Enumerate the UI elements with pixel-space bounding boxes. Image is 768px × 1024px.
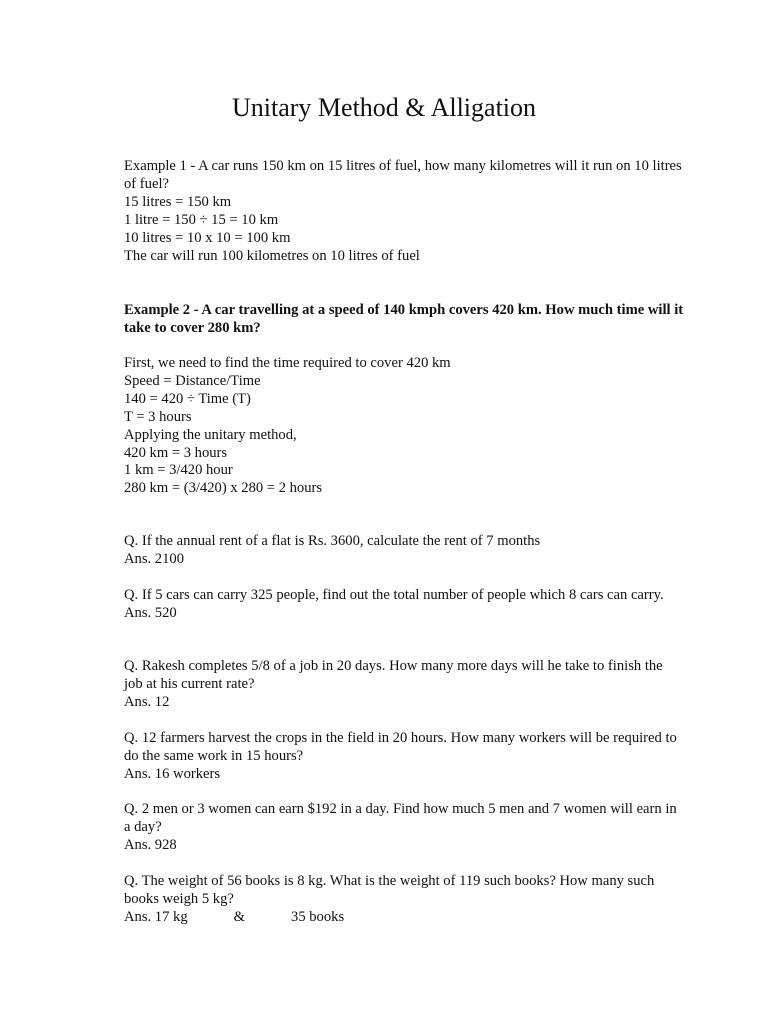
question-text: Q. If 5 cars can carry 325 people, find out the total number of people which 8 cars can carry. [124, 587, 664, 603]
answer-part: Ans. 17 kg [124, 908, 188, 925]
answer-text: Ans. 16 workers [124, 765, 221, 782]
example-2-line: Applying the unitary method, [124, 426, 297, 443]
question-text: Q. If the annual rent of a flat is Rs. 3600, calculate the rent of 7 months [124, 533, 541, 549]
question-3 [124, 658, 684, 712]
answer-text: Ans. 2100 [124, 550, 184, 567]
question-5 [124, 801, 684, 855]
example-2-line: 1 km = 3/420 hour [124, 462, 233, 479]
page-title: Unitary Method & Alligation [231, 93, 537, 122]
example-2-line: T = 3 hours [124, 408, 192, 425]
question-text: Q. 2 men or 3 women can earn $192 in a day. Find how much 5 men and 7 women will earn in a day? [124, 801, 677, 835]
example-2-solution [124, 355, 684, 498]
answer-text: Ans. 520 [124, 604, 177, 621]
example-2-line: First, we need to find the time required to cover 420 km [124, 355, 451, 371]
question-2 [124, 587, 684, 623]
example-2-question: Example 2 - A car travelling at a speed of 140 kmph covers 420 km. How much time will it take to cover 280 km? [124, 302, 684, 336]
question-1 [124, 533, 684, 569]
example-1-line: 1 litre = 150 ÷ 15 = 10 km [124, 211, 279, 228]
example-2-line: 280 km = (3/420) x 280 = 2 hours [124, 480, 323, 497]
question-text: Q. Rakesh completes 5/8 of a job in 20 days. How many more days will he take to finish the job at his current rate? [124, 658, 663, 692]
answer-part: 35 books [291, 908, 345, 925]
example-1-question: Example 1 - A car runs 150 km on 15 litres of fuel, how many kilometres will it run on 10 litres of fuel? [124, 158, 682, 192]
answer-text [124, 909, 684, 927]
answer-text: Ans. 12 [124, 693, 170, 710]
question-6 [124, 873, 684, 927]
answer-part: & [233, 908, 246, 925]
example-2 [124, 302, 684, 338]
answer-text: Ans. 928 [124, 836, 177, 853]
example-1-line: The car will run 100 kilometres on 10 litres of fuel [124, 247, 420, 264]
example-1-line: 10 litres = 10 x 10 = 100 km [124, 229, 291, 246]
example-2-line: 140 = 420 ÷ Time (T) [124, 390, 251, 407]
question-text: Q. The weight of 56 books is 8 kg. What is the weight of 119 such books? How many such books weigh 5 kg? [124, 873, 655, 907]
question-4 [124, 730, 684, 784]
example-2-line: 420 km = 3 hours [124, 444, 228, 461]
example-1-line: 15 litres = 150 km [124, 193, 232, 210]
example-1 [124, 158, 684, 265]
example-2-line: Speed = Distance/Time [124, 372, 261, 389]
question-text: Q. 12 farmers harvest the crops in the field in 20 hours. How many workers will be required to do the same work in 15 hours? [124, 730, 677, 764]
